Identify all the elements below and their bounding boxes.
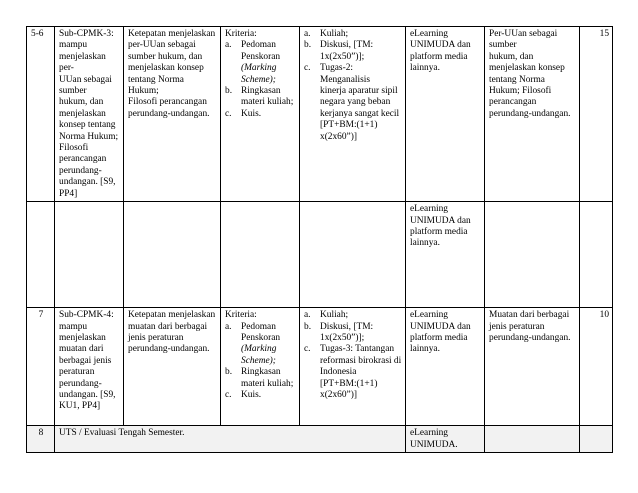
cell-line: Per-UUan sebagai [489, 29, 558, 39]
cell-line: PP4] [59, 188, 78, 199]
table-row [27, 426, 613, 453]
week-cell [27, 426, 55, 453]
cell-line: berbagai jenis [59, 355, 112, 366]
cell-line: UUan sebagai [59, 74, 112, 85]
list-item-line: 1x(2x50”)]; [320, 332, 365, 343]
week-number: 7 [38, 310, 44, 321]
cell-line: lainnya. [410, 63, 440, 74]
list-item-line: reformasi birokrasi di [320, 355, 402, 366]
list-item-line: Scheme); [241, 355, 276, 366]
list-item [225, 40, 296, 86]
cell-line: UNIMUDA dan [410, 321, 471, 332]
bobot-cell [580, 308, 613, 426]
list-item-line: [PT+BM:(1+1) [320, 120, 378, 131]
cell-line: perundang-undangan. [128, 108, 210, 119]
list-item-line: Ringkasan [241, 86, 281, 97]
list-item-line: [PT+BM:(1+1) [320, 378, 378, 389]
cell-line: Filosofi [59, 143, 89, 154]
cell-line: Ketepatan menjelaskan [128, 29, 216, 39]
metode-cell [300, 27, 406, 202]
bobot-cell [580, 27, 613, 202]
sub-cpmk-cell [55, 27, 124, 202]
list-marker: a. [225, 321, 232, 332]
cell-line: UNIMUDA dan [410, 215, 471, 226]
metode-list [304, 310, 402, 401]
list-item-line: (Marking [241, 63, 277, 74]
kriteria-cell [221, 27, 300, 202]
bobot-value: 15 [599, 29, 609, 39]
table-row [27, 202, 613, 308]
week-number: 8 [38, 428, 44, 439]
list-marker: c. [304, 63, 311, 74]
cell-line: hukum, dan [489, 51, 534, 62]
cell-line: menjelaskan [59, 108, 106, 119]
list-item-line: Penskoran [241, 332, 281, 343]
list-item-line: kinerja aparatur sipil [320, 86, 398, 97]
list-item-line: materi kuliah; [241, 97, 294, 108]
cell-line: Norma Hukum; [59, 131, 119, 142]
kriteria-list [225, 322, 296, 402]
cell-line: menjelaskan per- [59, 51, 106, 74]
cell-line: Filosofi perancangan [128, 97, 207, 108]
rps-table [26, 26, 613, 453]
list-item-line: materi kuliah; [241, 378, 294, 389]
list-marker: b. [304, 40, 312, 51]
list-item-line: Pedoman [241, 40, 276, 51]
empty-cell [485, 426, 580, 453]
daring-cell [406, 27, 485, 202]
cell-line: lainnya. [410, 238, 440, 249]
cell-line: perundang-undangan. [128, 344, 210, 355]
cell-line: sumber [59, 86, 87, 97]
list-item-line: x(2x60”)] [320, 389, 357, 400]
cell-line: undangan. [S9, [59, 177, 116, 188]
cell-line: platform media [410, 332, 468, 343]
uts-label: UTS / Evaluasi Tengah Semester. [59, 428, 185, 439]
list-marker: b. [225, 86, 233, 97]
list-item-line: (Marking [241, 344, 277, 355]
list-item [304, 310, 402, 321]
cell-line: tentang Norma [489, 74, 545, 85]
list-marker: c. [225, 389, 232, 400]
cell-line: eLearning [410, 310, 448, 321]
empty-cell [580, 202, 613, 308]
daring-cell [406, 202, 485, 308]
cell-line: menjelaskan [59, 332, 106, 343]
week-cell [27, 308, 55, 426]
list-item-line: Ringkasan [241, 367, 281, 378]
cell-line: Sub-CPMK-3: [59, 29, 114, 39]
list-item-line: Kuis. [241, 389, 262, 400]
list-marker: a. [225, 40, 232, 51]
list-item-line: Kuis. [241, 108, 262, 119]
empty-cell [124, 202, 221, 308]
kriteria-list [225, 40, 296, 120]
bobot-value: 10 [599, 310, 609, 321]
uts-label-cell [55, 426, 406, 453]
list-item-line: Tugas-3: Tantangan [320, 344, 395, 355]
empty-cell [485, 202, 580, 308]
cell-line: UNIMUDA dan [410, 40, 471, 51]
list-item-line: Indonesia [320, 367, 357, 378]
cell-line: hukum, dan [59, 97, 104, 108]
list-item-line: 1x(2x50”)]; [320, 51, 365, 62]
metode-list [304, 29, 402, 143]
empty-cell [580, 426, 613, 453]
cell-line: per-UUan sebagai [128, 40, 196, 51]
list-item [225, 322, 296, 368]
cell-line: perancangan [59, 154, 107, 165]
table-row [27, 27, 613, 202]
list-item-line: kerjanya sangat kecil [320, 108, 400, 119]
list-marker: c. [304, 344, 311, 355]
list-item-line: x(2x60”)] [320, 131, 357, 142]
list-item-line: Pedoman [241, 321, 276, 332]
cell-line: muatan dari berbagai [128, 321, 208, 332]
cell-line: Hukum; Filosofi [489, 86, 552, 97]
cell-line: Sub-CPMK-4: [59, 310, 114, 321]
daring-cell [406, 426, 485, 453]
kriteria-cell [221, 308, 300, 426]
kriteria-heading: Kriteria: [225, 310, 257, 321]
list-item-line: Penskoran [241, 51, 281, 62]
cell-line: lainnya. [410, 344, 440, 355]
materi-cell [485, 27, 580, 202]
cell-line: eLearning [410, 29, 448, 39]
cell-line: platform media [410, 226, 468, 237]
list-item [304, 29, 402, 40]
cell-line: platform media [410, 51, 468, 62]
cell-line: perundang- [59, 165, 102, 176]
table-row [27, 308, 613, 426]
list-item [304, 63, 402, 143]
cell-line: sumber [489, 40, 517, 51]
kriteria-heading: Kriteria: [225, 29, 257, 39]
cell-line: jenis peraturan [128, 332, 184, 343]
cell-line: Ketepatan menjelaskan [128, 310, 216, 321]
list-marker: a. [304, 310, 311, 321]
list-marker: c. [225, 108, 232, 119]
cell-line: perancangan [489, 97, 537, 108]
cell-line: jenis peraturan [489, 321, 545, 332]
cell-line: perundang- [59, 378, 102, 389]
list-item [304, 322, 402, 345]
list-item [225, 86, 296, 109]
metode-cell [300, 308, 406, 426]
indikator-cell [124, 27, 221, 202]
cell-line: konsep tentang [59, 120, 116, 131]
cell-line: peraturan [59, 367, 95, 378]
empty-cell [55, 202, 124, 308]
list-item [225, 390, 296, 401]
cell-line: Muatan dari berbagai [489, 310, 570, 321]
list-marker: b. [304, 321, 312, 332]
list-item-line: Kuliah; [320, 29, 349, 39]
list-item-line: negara yang beban [320, 97, 391, 108]
list-item-line: Diskusi, [TM: [320, 321, 374, 332]
cell-line: eLearning [410, 204, 448, 215]
daring-cell [406, 308, 485, 426]
cell-line: perundang-undangan. [489, 332, 571, 343]
materi-cell [485, 308, 580, 426]
cell-line: KU1, PP4] [59, 401, 101, 412]
empty-cell [221, 202, 300, 308]
empty-cell [27, 202, 55, 308]
cell-line: mampu [59, 321, 88, 332]
sub-cpmk-cell [55, 308, 124, 426]
list-item-line: Tugas-2: Menganalisis [320, 63, 370, 85]
week-cell [27, 27, 55, 202]
list-item-line: Scheme); [241, 74, 276, 85]
list-marker: a. [304, 29, 311, 39]
cell-line: muatan dari [59, 344, 104, 355]
cell-line: tentang Norma Hukum; [128, 74, 184, 97]
indikator-cell [124, 308, 221, 426]
cell-line: mampu [59, 40, 88, 51]
cell-line: eLearning [410, 428, 448, 439]
cell-line: undangan. [S9, [59, 389, 116, 400]
cell-line: menjelaskan konsep [128, 63, 204, 74]
cell-line: UNIMUDA. [410, 439, 458, 450]
list-item [304, 40, 402, 63]
list-item [225, 367, 296, 390]
cell-line: menjelaskan konsep [489, 63, 565, 74]
list-item [225, 109, 296, 120]
week-number: 5-6 [31, 29, 44, 39]
list-item-line: Diskusi, [TM: [320, 40, 374, 51]
list-marker: b. [225, 367, 233, 378]
cell-line: sumber hukum, dan [128, 51, 203, 62]
list-item [304, 344, 402, 401]
empty-cell [300, 202, 406, 308]
list-item-line: Kuliah; [320, 310, 349, 321]
cell-line: perundang-undangan. [489, 108, 571, 119]
